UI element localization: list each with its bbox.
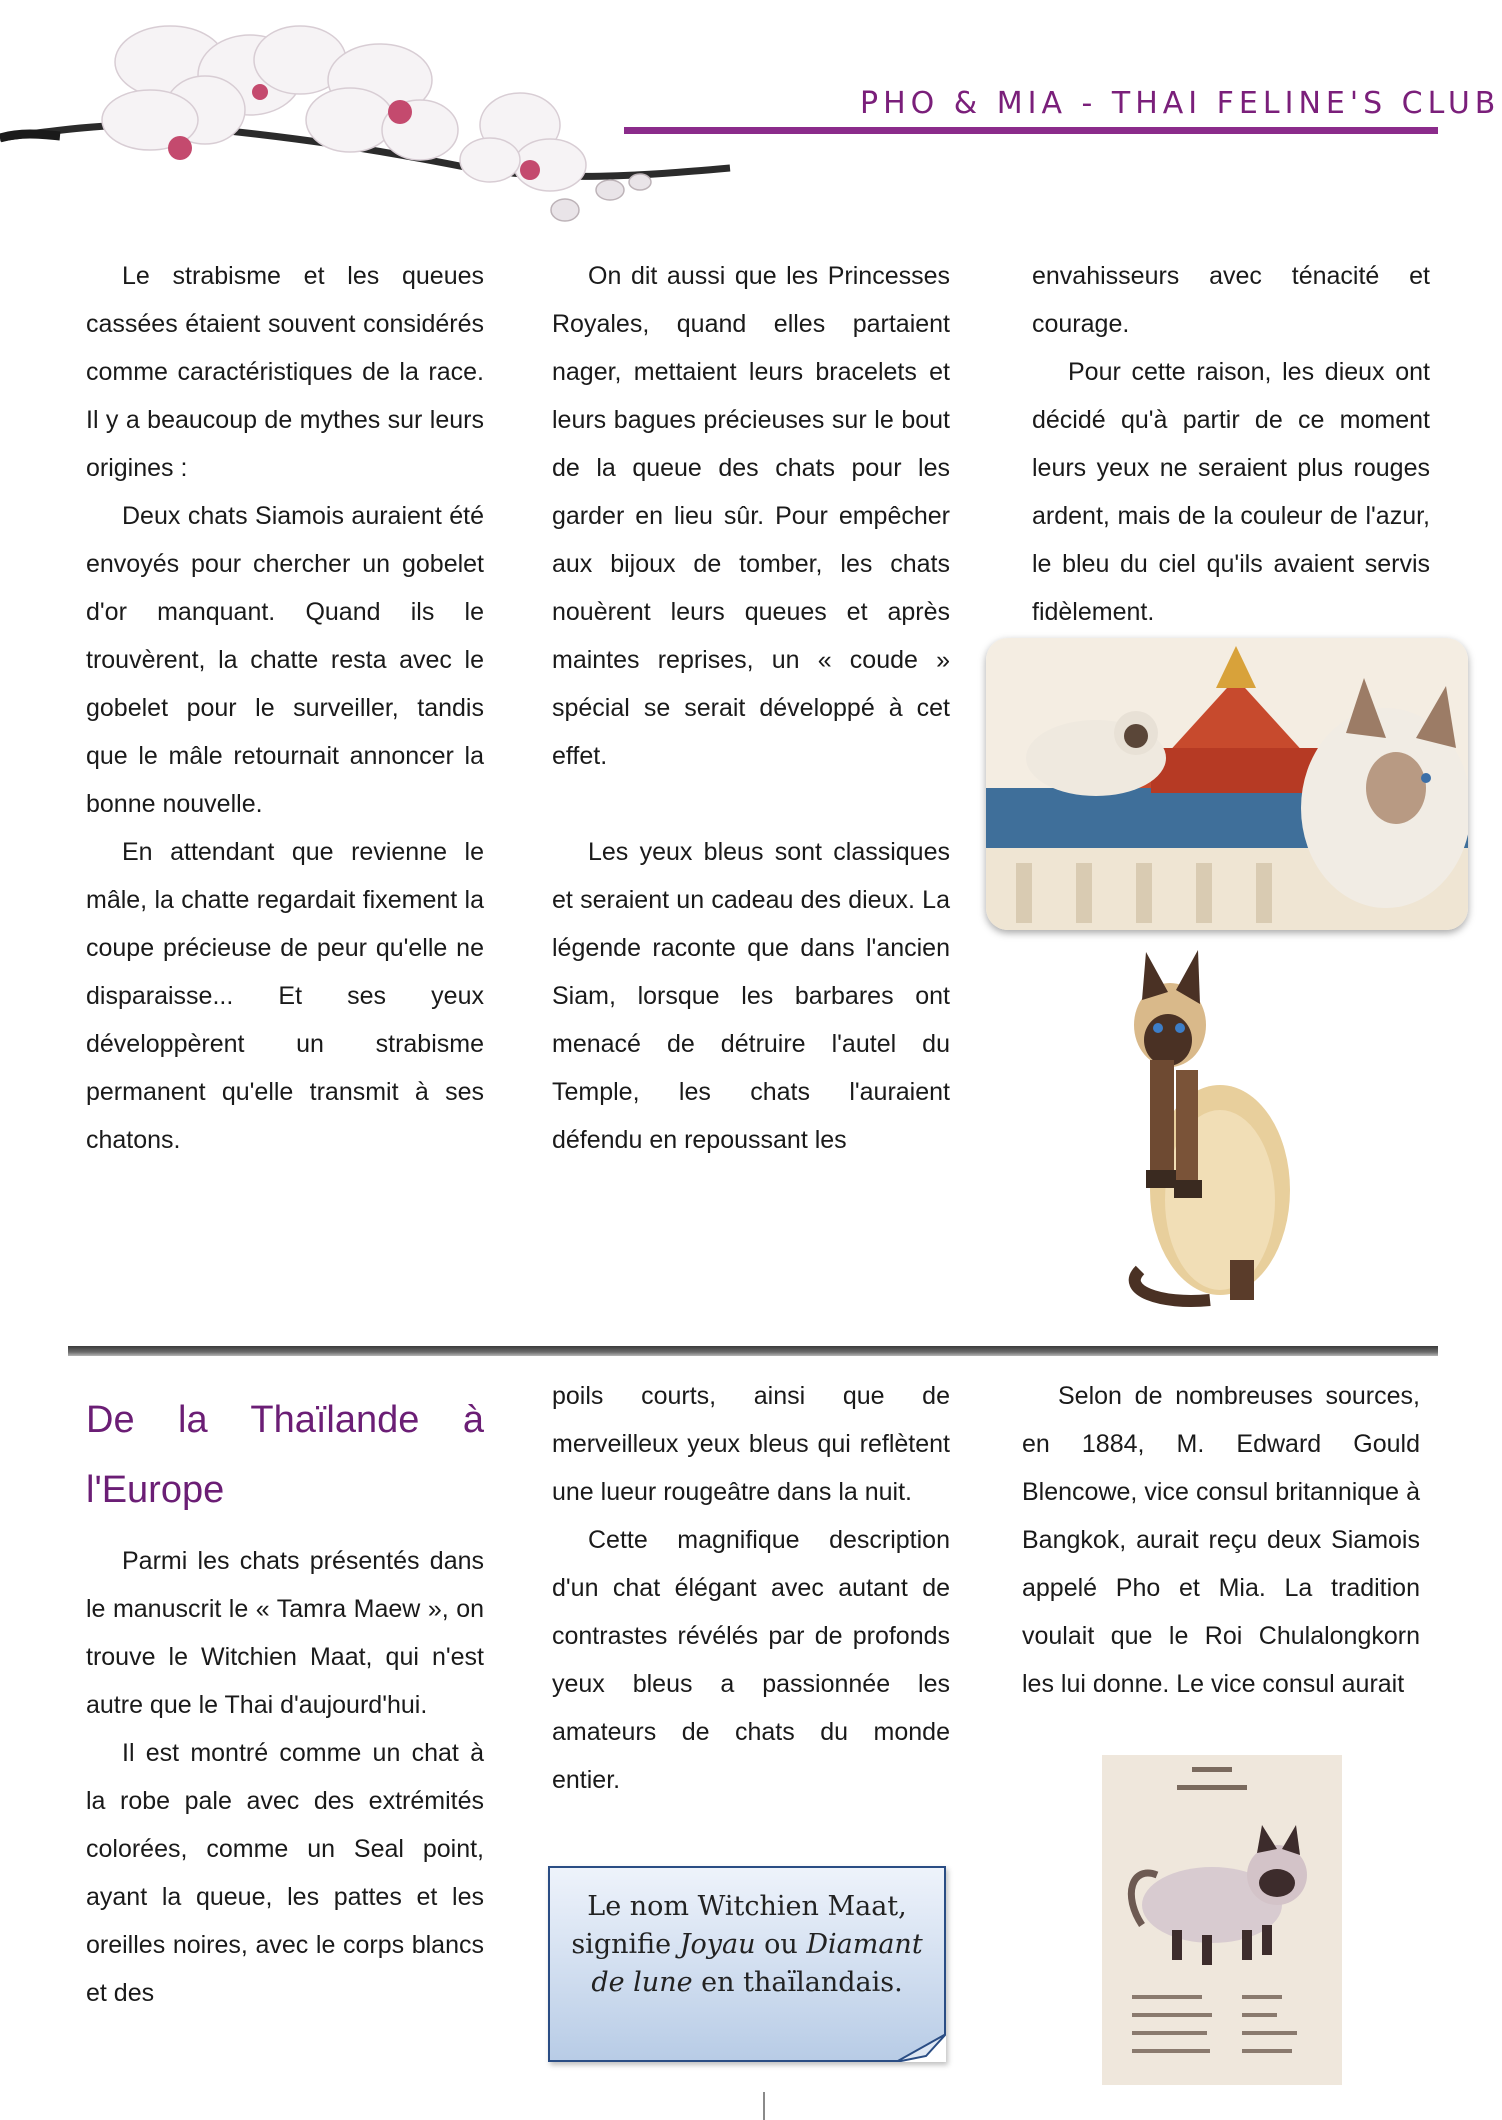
callout-text-part: Le nom Witchien Maat, signifie [571, 1891, 907, 1960]
temple-cats-illustration [986, 638, 1468, 930]
section-divider [68, 1346, 1438, 1356]
page-marker [763, 2092, 765, 2120]
paragraph: poils courts, ainsi que de merveilleux yeux bleus qui reflètent une lueur rougeâtre dans la nuit. [552, 1382, 950, 1506]
bottom-column-1 [86, 1385, 484, 2017]
club-title: PHO & MIA - THAI FELINE'S CLUB [860, 86, 1501, 121]
bottom-column-2 [552, 1372, 950, 1804]
paragraph: En attendant que revienne le mâle, la chatte regardait fixement la coupe précieuse de peur qu'elle ne disparaisse... Et ses yeux développèrent un strabisme permanent qu'elle transmit à ses chatons. [86, 838, 484, 1154]
paragraph: Selon de nombreuses sources, en 1884, M. Edward Gould Blencowe, vice consul britannique à Bangkok, aurait reçu deux Siamois appelé Pho et Mia. La tradition voulait que le Roi Chulalongkorn les lui donne. Le vice consul aurait [1022, 1382, 1420, 1698]
paragraph: Les yeux bleus sont classiques et seraient un cadeau des dieux. La légende raconte que dans l'ancien Siam, lorsque les barbares ont menacé de détruire l'autel du Temple, les chats l'auraient défendu en repoussant les [552, 838, 950, 1154]
top-column-1 [86, 252, 484, 1164]
callout-text [562, 1888, 932, 2002]
top-column-2 [552, 252, 950, 1164]
callout-emphasis: Joyau [679, 1929, 756, 1960]
orchid-branch-illustration [0, 0, 740, 240]
bottom-column-3 [1022, 1372, 1420, 1708]
paragraph: envahisseurs avec ténacité et courage. [1032, 262, 1430, 338]
manuscript-cat-illustration [1102, 1755, 1342, 2085]
paragraph: Pour cette raison, les dieux ont décidé qu'à partir de ce moment leurs yeux ne seraient plus rouges ardent, mais de la couleur de l'azur, le bleu du ciel qu'ils avaient servis fidèlement. [1032, 358, 1430, 626]
paragraph: Le strabisme et les queues cassées étaient souvent considérés comme caractéristiques de la race. Il y a beaucoup de mythes sur leurs origines : [86, 262, 484, 482]
paragraph: Deux chats Siamois auraient été envoyés pour chercher un gobelet d'or manquant. Quand ils le trouvèrent, la chatte resta avec le gobelet pour le surveiller, tandis que le mâle retournait annoncer la bonne nouvelle. [86, 502, 484, 818]
paragraph: Parmi les chats présentés dans le manuscrit le « Tamra Maew », on trouve le Witchien Maat, qui n'est autre que le Thai d'aujourd'hui. [86, 1547, 484, 1719]
callout-box [548, 1866, 946, 2062]
top-column-3 [1032, 252, 1430, 636]
paragraph: On dit aussi que les Princesses Royales, quand elles partaient nager, mettaient leurs bracelets et leurs bagues précieuses sur le bout de la queue des chats pour les garder en lieu sûr. Pour empêcher aux bijoux de tomber, les chats nouèrent leurs queues et après maintes reprises, un « coude » spécial se serait développé à cet effet. [552, 262, 950, 770]
callout-emphasis: Diamant de lune [591, 1929, 923, 1998]
page-curl-corner [896, 2034, 946, 2062]
callout-text-part: ou [755, 1929, 807, 1960]
section-heading: De la Thaïlande à l'Europe [86, 1399, 484, 1511]
paragraph: Il est montré comme un chat à la robe pale avec des extrémités colorées, comme un Seal point, ayant la queue, les pattes et les oreilles noires, avec le corps blancs et des [86, 1739, 484, 2007]
callout-text-part: en thaïlandais. [692, 1967, 903, 1998]
seated-siamese-cat-illustration [1080, 940, 1320, 1310]
header-rule [624, 127, 1438, 134]
paragraph: Cette magnifique description d'un chat élégant avec autant de contrastes révélés par de profonds yeux bleus a passionnée les amateurs de chats du monde entier. [552, 1526, 950, 1794]
